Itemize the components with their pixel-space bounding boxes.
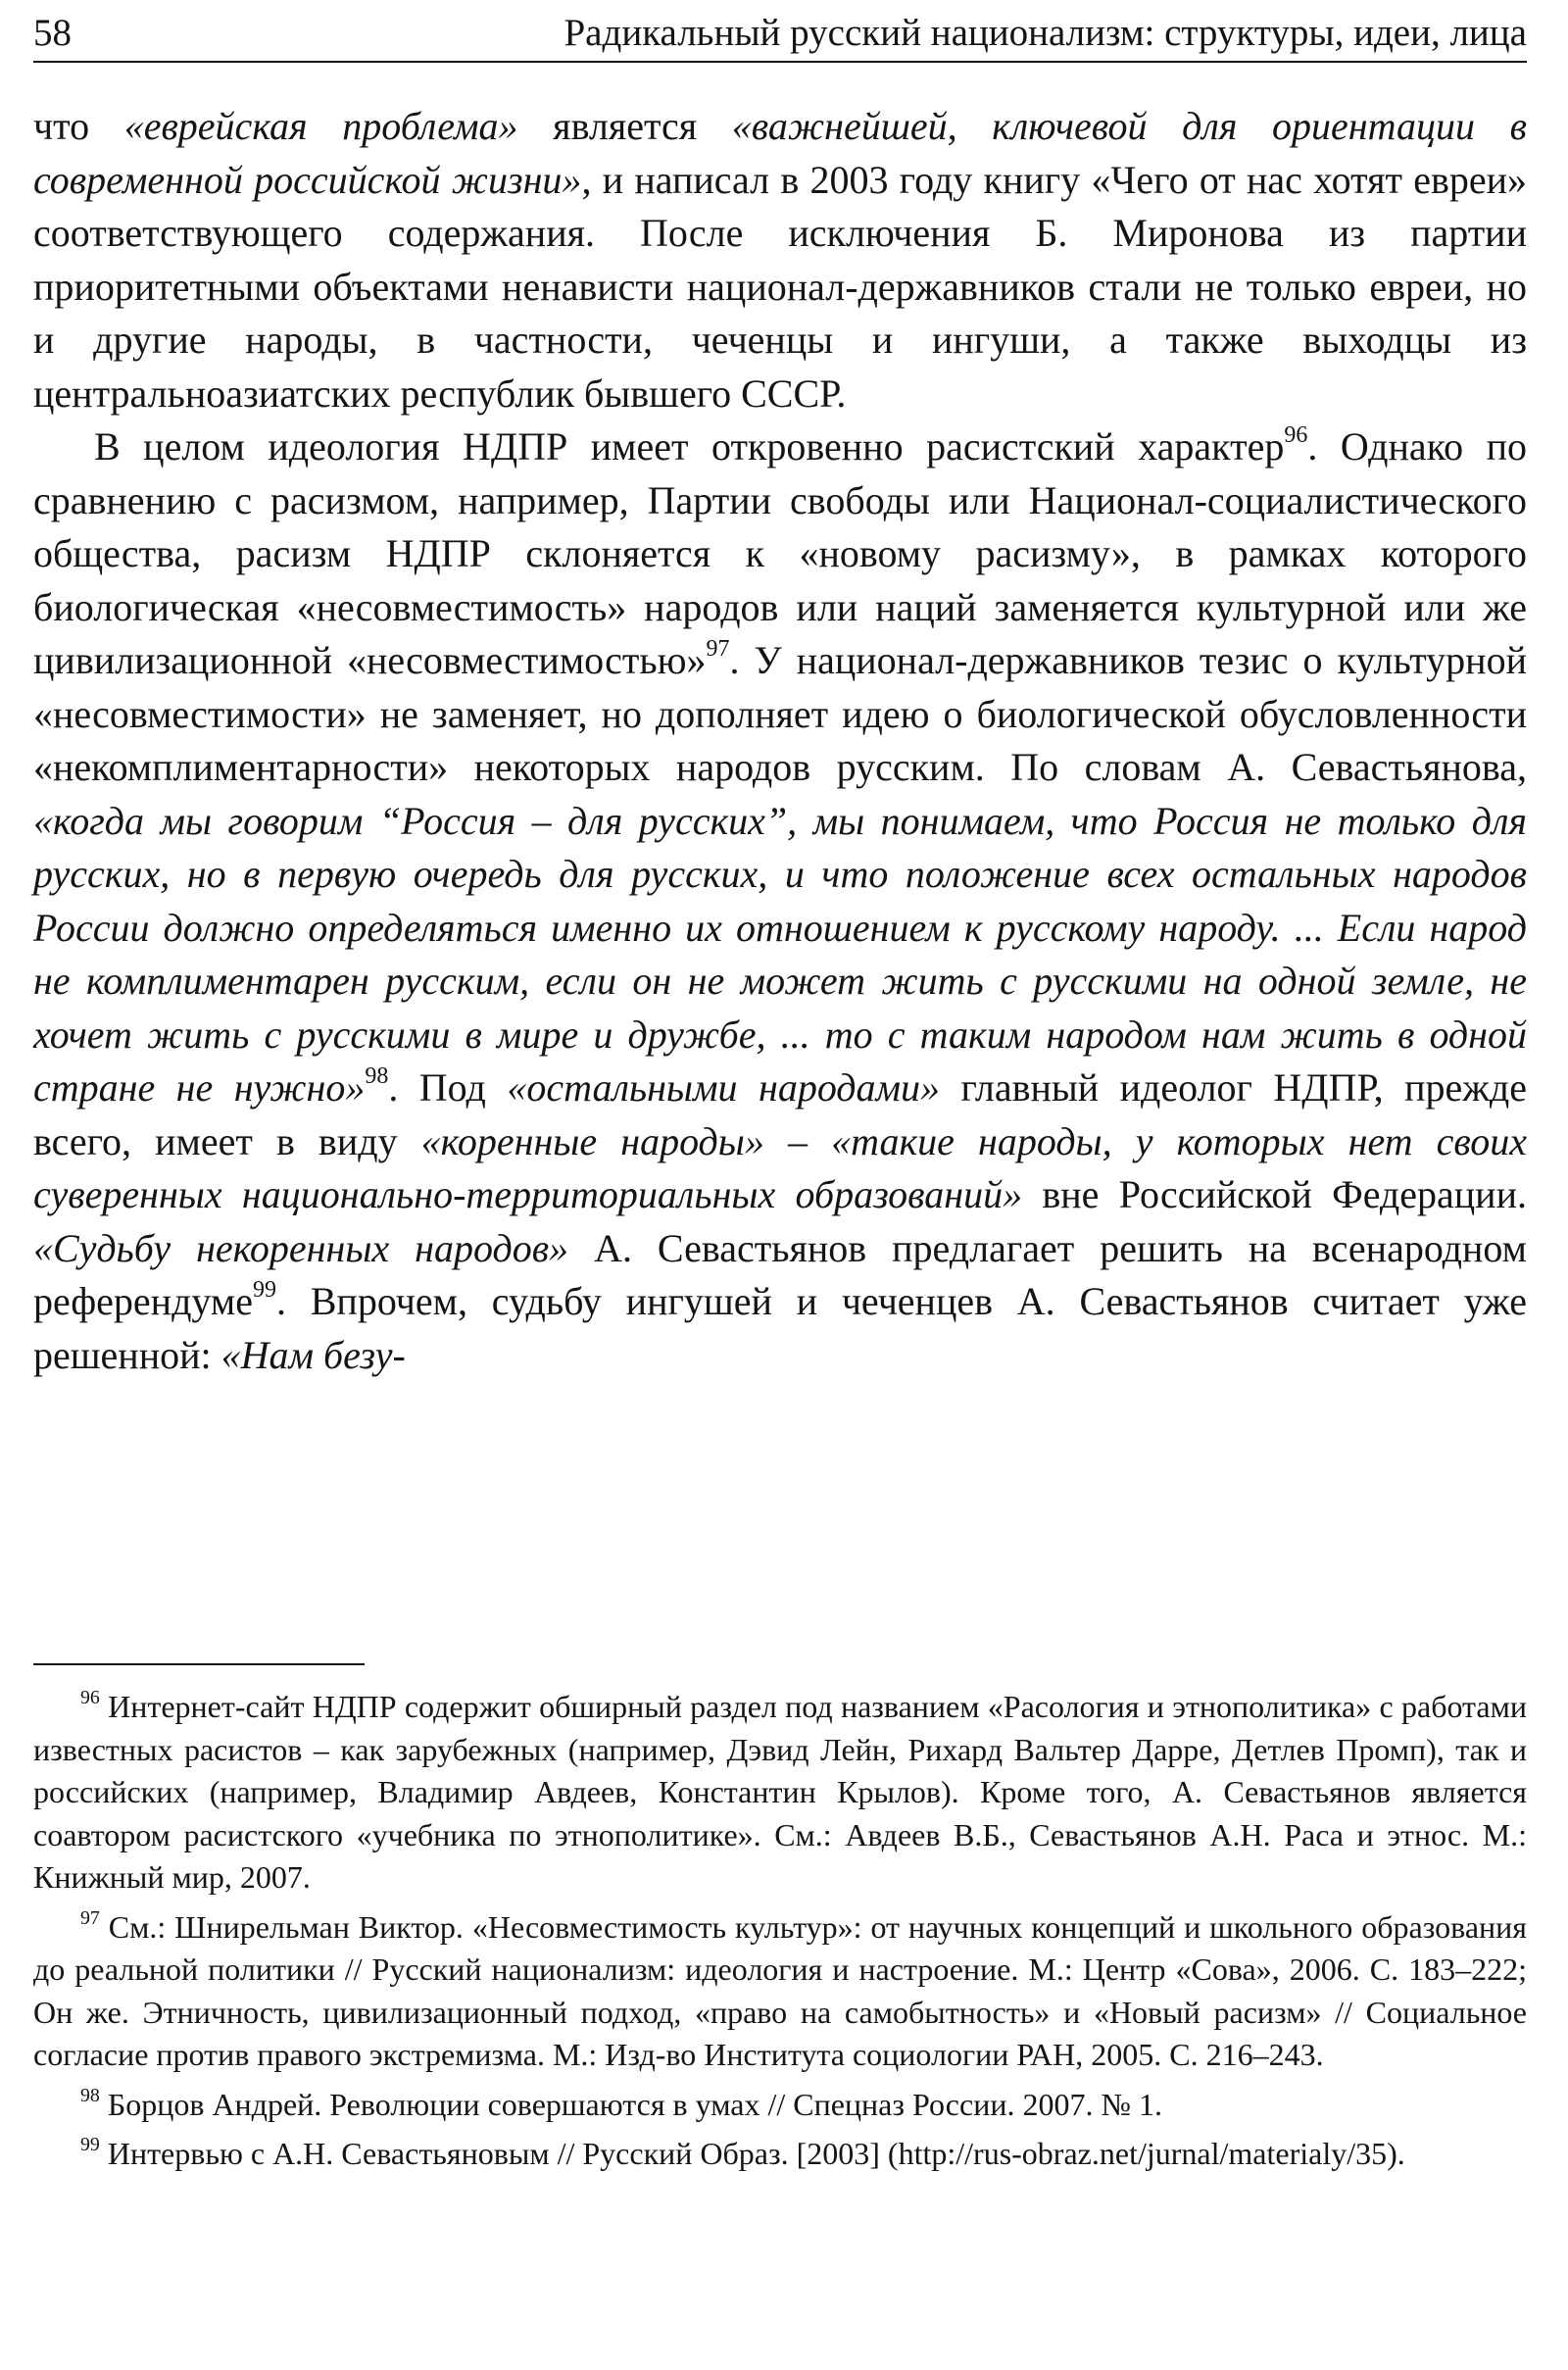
footnote-ref-98[interactable]: 98 bbox=[365, 1063, 389, 1089]
text-span: . Впрочем, судьбу ингушей и чеченцев А. Севастьянов считает уже решенной: bbox=[33, 1279, 1527, 1377]
text-span: является bbox=[517, 104, 732, 148]
footnote-number: 99 bbox=[80, 2134, 100, 2156]
text-span: главный идеолог НДПР, прежде всего, имеет в виду bbox=[33, 1065, 1528, 1163]
quote-span: «остальными народами» bbox=[507, 1065, 941, 1110]
text-span: , и написал в 2003 году книгу «Чего от нас хотят евреи» соответствующего содержания. После исключения Б. Миронова из партии приоритетными объектами ненависти национал-державников стали не только евреи, но и другие народы, в частности, чеченцы и ингуши, а также выходцы из центральноазиатских республик бывшего СССР. bbox=[33, 157, 1527, 416]
quote-span: «еврейская проблема» bbox=[123, 104, 518, 148]
footnote-divider bbox=[33, 1663, 365, 1665]
quote-span: «Нам безу- bbox=[220, 1332, 406, 1377]
paragraph-2 bbox=[33, 420, 1527, 1382]
footnotes bbox=[33, 1686, 1527, 2183]
page-number: 58 bbox=[33, 12, 72, 54]
footnote-ref-97[interactable]: 97 bbox=[706, 636, 730, 662]
footnote-99 bbox=[33, 2133, 1527, 2176]
footnote-text: Борцов Андрей. Революции совершаются в умах // Спецназ России. 2007. № 1. bbox=[107, 2086, 1162, 2122]
text-span: В целом идеология НДПР имеет откровенно расистский характер bbox=[94, 424, 1285, 469]
paragraph-1 bbox=[33, 100, 1527, 420]
quote-span: «когда мы говорим “Россия – для русских”, мы понимаем, что Россия не только для русских, но в первую очередь для русских, и что положение всех остальных народов России должно определяться именно их отношением к русскому народу. ... Если народ не комплиментарен русским, если он не может жить с русскими на одной земле, не хочет жить с русскими в мире и дружбе, ... то с таким народом нам жить в одной стране не нужно» bbox=[33, 798, 1527, 1110]
text-span: А. Севастьянов предлагает решить на всенародном референдуме bbox=[33, 1225, 1527, 1323]
footnote-96 bbox=[33, 1686, 1527, 1900]
footnote-98 bbox=[33, 2084, 1527, 2127]
quote-span: «Судьбу некоренных народов» bbox=[33, 1225, 569, 1270]
text-span: . Под bbox=[388, 1065, 508, 1110]
main-text bbox=[33, 100, 1527, 1382]
quote-span: «коренные народы» – «такие народы, у которых нет своих суверенных национально-территориальных образований» bbox=[33, 1118, 1527, 1216]
text-span: вне Российской Федерации. bbox=[1022, 1172, 1527, 1216]
text-span: . У национал-державников тезис о культурной «несовместимости» не заменяет, но дополняет идею о биологической обусловленности «некомплиментарности» некоторых народов русским. По словам А. Севастьянова, bbox=[33, 638, 1527, 789]
footnote-number: 98 bbox=[80, 2084, 100, 2106]
footnote-text: Интернет-сайт НДПР содержит обширный раздел под названием «Расология и этнополитика» с работами известных расистов – как зарубежных (например, Дэвид Лейн, Рихард Вальтер Дарре, Детлев Промп), так и российских (например, Владимир Авдеев, Константин Крылов). Кроме того, А. Севастьянов является соавтором расистского «учебника по этнополитике». См.: Авдеев В.Б., Севастьянов А.Н. Раса и этнос. М.: Книжный мир, 2007. bbox=[33, 1689, 1528, 1895]
running-title: Радикальный русский национализм: структуры, идеи, лица bbox=[564, 12, 1527, 54]
footnote-text: Интервью с А.Н. Севастьяновым // Русский Образ. [2003] (http://rus-obraz.net/jurnal/materialy/35). bbox=[107, 2136, 1405, 2171]
text-span: что bbox=[33, 104, 124, 148]
running-head bbox=[33, 6, 1527, 63]
footnote-number: 97 bbox=[80, 1906, 100, 1929]
footnote-ref-99[interactable]: 99 bbox=[252, 1277, 276, 1303]
quote-span: «важнейшей, ключевой для ориентации в современной российской жизни» bbox=[33, 104, 1528, 202]
footnote-ref-96[interactable]: 96 bbox=[1284, 422, 1308, 448]
footnote-97 bbox=[33, 1906, 1527, 2077]
footnote-number: 96 bbox=[80, 1687, 100, 1709]
footnote-text: См.: Шнирельман Виктор. «Несовместимость культур»: от научных концепций и школьного образования до реальной политики // Русский национализм: идеология и настроение. М.: Центр «Сова», 2006. С. 183–222; Он же. Этничность, цивилизационный подход, «право на самобытность» и «Новый расизм» // Социальное согласие против правого экстремизма. М.: Изд-во Института социологии РАН, 2005. С. 216–243. bbox=[33, 1908, 1528, 2072]
text-span: . Однако по сравнению с расизмом, например, Партии свободы или Национал-социалистического общества, расизм НДПР склоняется к «новому расизму», в рамках которого биологическая «несовместимость» народов или наций заменяется культурной или же цивилизационной «несовместимостью» bbox=[33, 424, 1527, 682]
